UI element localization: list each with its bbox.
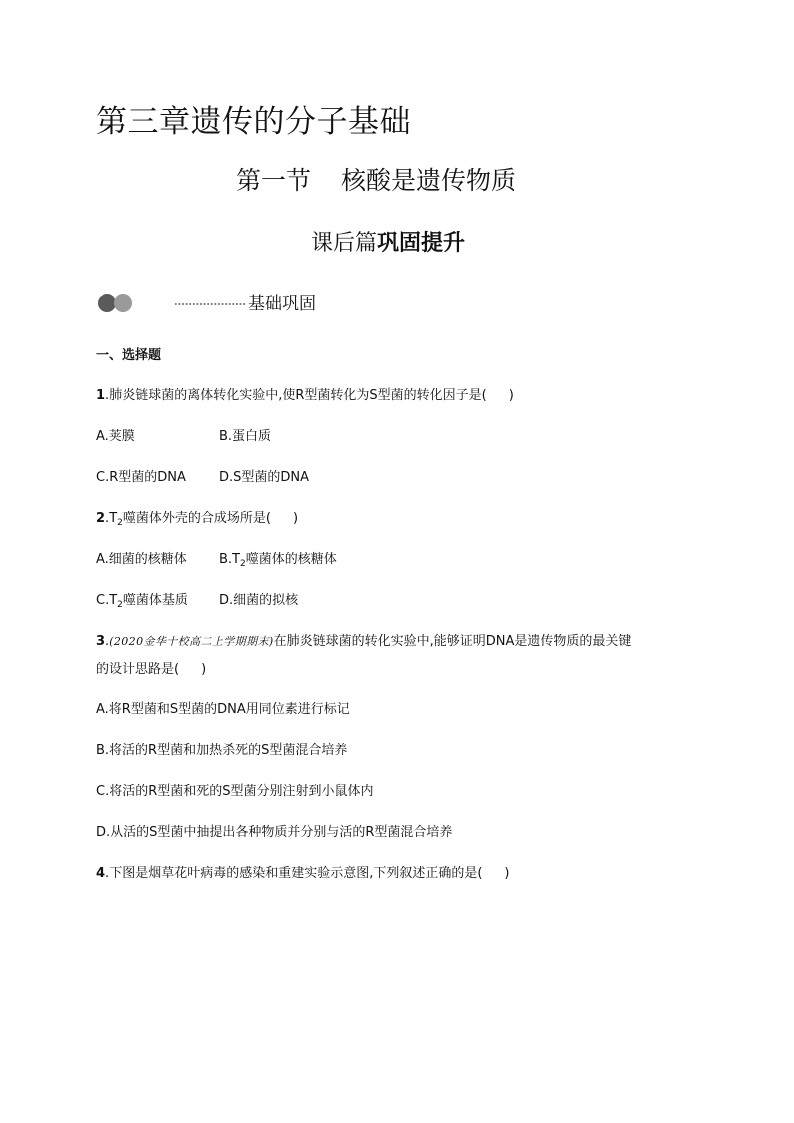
question-3-option-a: A.将R型菌和S型菌的DNA用同位素进行标记	[96, 702, 350, 717]
section-title	[236, 164, 516, 198]
question-1-stem: 1.肺炎链球菌的离体转化实验中,使R型菌转化为S型菌的转化因子是( )	[96, 388, 514, 403]
section-banner	[96, 288, 356, 322]
question-1-option-c: C.R型菌的DNA	[96, 470, 186, 485]
question-source: (2020金华十校高二上学期期末)	[109, 635, 274, 648]
dotted-leader	[174, 302, 246, 306]
question-3-option-b: B.将活的R型菌和加热杀死的S型菌混合培养	[96, 743, 348, 758]
question-number: 1	[96, 388, 106, 403]
question-3-stem-line2: 的设计思路是( )	[96, 662, 207, 677]
question-number: 2	[96, 511, 106, 526]
part-emphasis: 巩固提升	[377, 231, 466, 256]
question-3-stem: 3.(2020金华十校高二上学期期末)在肺炎链球菌的转化实验中,能够证明DNA是遗传物质的最关键	[96, 634, 632, 649]
question-1-option-d: D.S型菌的DNA	[219, 470, 310, 485]
question-number: 4	[96, 866, 106, 881]
section-name: 核酸是遗传物质	[341, 166, 517, 195]
question-4-stem: 4.下图是烟草花叶病毒的感染和重建实验示意图,下列叙述正确的是( )	[96, 866, 510, 881]
section-heading: 一、选择题	[96, 348, 162, 363]
question-1-option-b: B.蛋白质	[219, 429, 272, 444]
double-circle-icon	[96, 290, 136, 316]
question-1-option-a: A.荚膜	[96, 429, 135, 444]
part-title	[311, 228, 465, 260]
question-2-option-a: A.细菌的核糖体	[96, 552, 187, 567]
question-2-option-b: $B.T_2$噬菌体的核糖体	[219, 552, 337, 569]
question-2-stem: $2.T_2$噬菌体外壳的合成场所是( )	[96, 511, 299, 528]
question-2-option-c: $C.T_2$噬菌体基质	[96, 593, 188, 610]
question-3-option-d: D.从活的S型菌中抽提出各种物质并分别与活的R型菌混合培养	[96, 825, 453, 840]
question-number: 3	[96, 634, 106, 649]
banner-label: 基础巩固	[248, 294, 316, 314]
chapter-title: 第三章遗传的分子基础	[96, 104, 411, 140]
question-3-option-c: C.将活的R型菌和死的S型菌分别注射到小鼠体内	[96, 784, 374, 799]
question-2-option-d: D.细菌的拟核	[219, 593, 299, 608]
part-prefix: 课后篇	[311, 231, 378, 256]
section-number: 第一节	[236, 166, 312, 195]
